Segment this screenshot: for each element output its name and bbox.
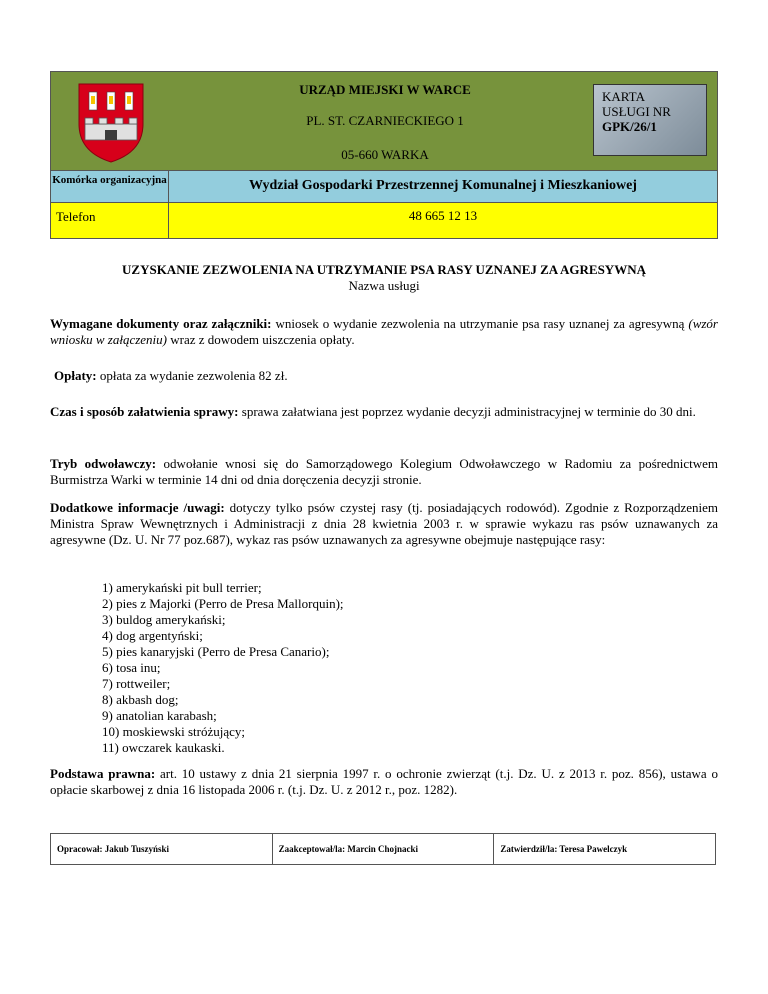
- list-item: 8) akbash dog;: [102, 692, 179, 707]
- prepared-by: Opracował: Jakub Tuszyński: [51, 834, 273, 864]
- unit-label: Komórka organizacyjna: [51, 171, 169, 202]
- appeal-section: [50, 456, 718, 488]
- office-address: PL. ST. CZARNIECKIEGO 1: [306, 113, 464, 128]
- signature-footer: [50, 833, 716, 865]
- card-number: GPK/26/1: [602, 119, 657, 134]
- card-label: KARTA: [602, 89, 645, 104]
- list-item: 7) rottweiler;: [102, 676, 171, 691]
- list-item: 3) buldog amerykański;: [102, 612, 226, 627]
- documents-section: [50, 316, 718, 348]
- fees-label: Opłaty:: [54, 368, 97, 383]
- accepted-by: Zaakceptował/la: Marcin Chojnacki: [273, 834, 495, 864]
- documents-label: Wymagane dokumenty oraz załączniki:: [50, 316, 272, 331]
- list-item: 4) dog argentyński;: [102, 628, 203, 643]
- documents-text-2: wraz z dowodem uiszczenia opłaty.: [167, 332, 355, 347]
- breed-list: [102, 580, 344, 756]
- office-postcode: 05-660 WARKA: [341, 147, 429, 162]
- card-label-2: USŁUGI NR: [602, 104, 671, 119]
- list-item: 5) pies kanaryjski (Perro de Presa Canario);: [102, 644, 330, 659]
- service-title-block: [50, 262, 718, 294]
- legal-text: art. 10 ustawy z dnia 21 sierpnia 1997 r. o ochronie zwierząt (t.j. Dz. U. z 2013 r. poz. 856), ustawa o opłacie skarbowej z dnia 16 listopada 2006 r. (t.j. Dz. U. z 2012 r., poz. 1282).: [50, 766, 718, 797]
- phone-row: [50, 203, 718, 239]
- list-item: 6) tosa inu;: [102, 660, 161, 675]
- approved-by: Zatwierdził/la: Teresa Pawelczyk: [500, 844, 628, 854]
- time-text: sprawa załatwiana jest poprzez wydanie decyzji administracyjnej w terminie do 30 dni.: [238, 404, 696, 419]
- fees-section: [50, 368, 722, 384]
- service-card-box: [593, 84, 707, 156]
- office-name: URZĄD MIEJSKI W WARCE: [299, 82, 471, 97]
- phone-value: 48 665 12 13: [408, 208, 478, 223]
- additional-text: dotyczy tylko psów czystej rasy (tj. posiadających rodowód). Zgodnie z Rozporządzeniem Ministra Spraw Wewnętrznych i Administracji z dnia 28 kwietnia 2003 r. w sprawie wykazu ras psów uznawanych za agresywne (Dz. U. Nr 77 poz.687), wykaz ras psów uznawanych za agresywne obejmuje następujące rasy:: [50, 500, 718, 547]
- time-label: Czas i sposób załatwienia sprawy:: [50, 404, 239, 419]
- phone-label: Telefon: [51, 203, 169, 238]
- additional-label: Dodatkowe informacje /uwagi:: [50, 500, 225, 515]
- legal-label: Podstawa prawna:: [50, 766, 156, 781]
- list-item: 11) owczarek kaukaski.: [102, 740, 225, 755]
- time-section: [50, 404, 718, 420]
- additional-section: [50, 500, 718, 548]
- fees-text: opłata za wydanie zezwolenia 82 zł.: [96, 368, 288, 383]
- list-item: 10) moskiewski stróżujący;: [102, 724, 245, 739]
- appeal-text: odwołanie wnosi się do Samorządowego Kolegium Odwoławczego w Radomiu za pośrednictwem Burmistrza Warki w terminie 14 dni od dnia doręczenia decyzji stronie.: [50, 456, 718, 487]
- legal-section: [50, 766, 718, 798]
- service-subtitle: Nazwa usługi: [348, 278, 420, 293]
- list-item: 1) amerykański pit bull terrier;: [102, 580, 262, 595]
- appeal-label: Tryb odwoławczy:: [50, 456, 157, 471]
- service-title: UZYSKANIE ZEZWOLENIA NA UTRZYMANIE PSA RASY UZNANEJ ZA AGRESYWNĄ: [122, 262, 646, 277]
- unit-value: Wydział Gospodarki Przestrzennej Komunalnej i Mieszkaniowej: [249, 178, 637, 193]
- list-item: 2) pies z Majorki (Perro de Presa Mallorquin);: [102, 596, 344, 611]
- list-item: 9) anatolian karabash;: [102, 708, 217, 723]
- header-panel: [50, 71, 718, 171]
- documents-text: wniosek o wydanie zezwolenia na utrzymanie psa rasy uznanej za agresywną: [271, 316, 689, 331]
- unit-row: [50, 171, 718, 203]
- documents-italic: (wzór wniosku w załączeniu): [50, 316, 718, 347]
